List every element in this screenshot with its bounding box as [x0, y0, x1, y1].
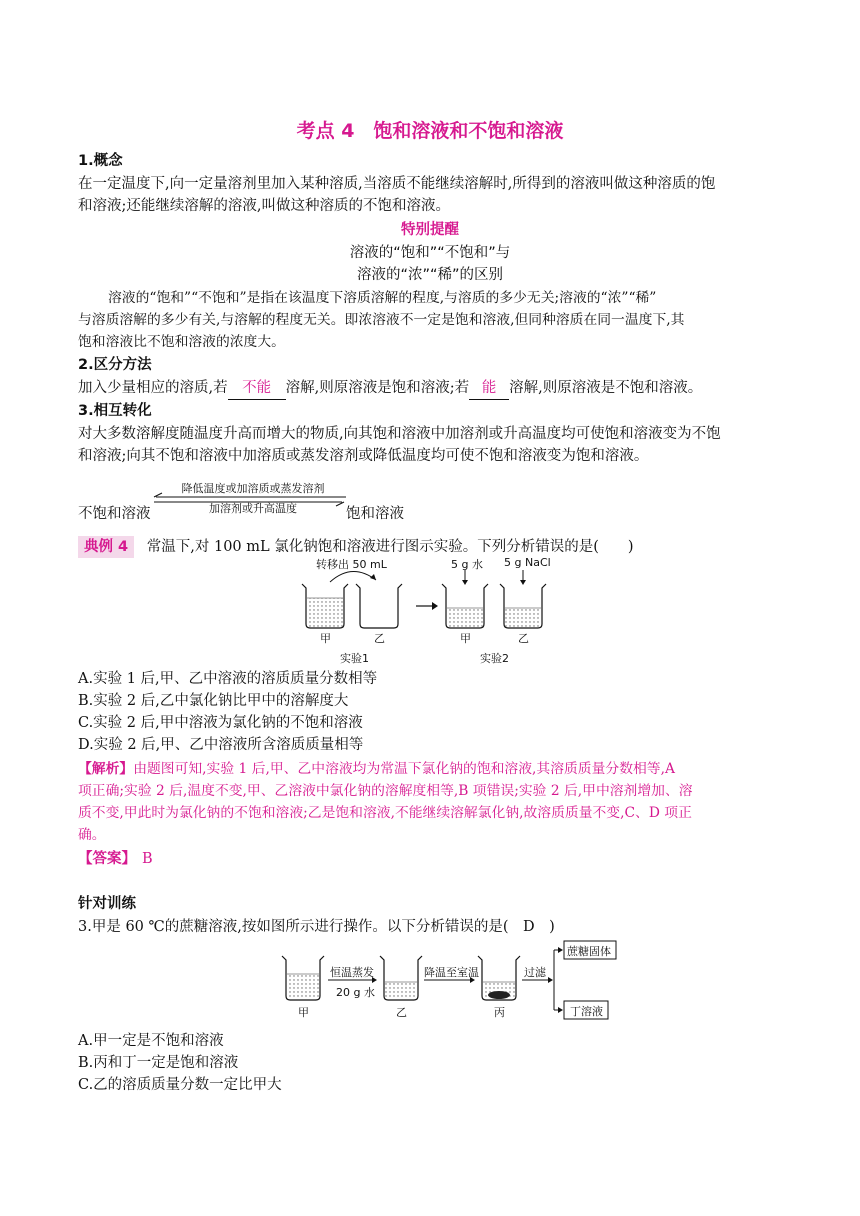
blank-answer-1: 不能: [228, 377, 286, 400]
paragraph-line: 和溶液;向其不饱和溶液中加溶质或蒸发溶剂或降低温度均可使不饱和溶液变为饱和溶液。: [78, 448, 649, 464]
water-label: 5 g 水: [451, 558, 483, 571]
beaker-label-yi: 乙: [396, 1006, 407, 1019]
sentence-part: 溶解,则原溶液是饱和溶液;若: [285, 380, 470, 396]
beaker-label-yi: 乙: [518, 632, 529, 645]
arrow-label-top: 降低温度或加溶质或蒸发溶剂: [181, 482, 325, 495]
tip-heading-line: 溶液的“饱和”“不饱和”与: [349, 245, 511, 261]
step-evaporate-label: 恒温蒸发: [330, 966, 374, 979]
tip-heading-line: 溶液的“浓”“稀”的区别: [356, 267, 504, 283]
beaker-label-jia: 甲: [460, 632, 471, 645]
blank-answer-2: 能: [469, 377, 509, 400]
tip-paragraph-line: 饱和溶液比不饱和溶液的浓度大。: [78, 334, 285, 350]
option-a: A.实验 1 后,甲、乙中溶液的溶质质量分数相等: [78, 671, 378, 687]
output-solid-label: 蔗糖固体: [567, 945, 611, 958]
option-b: B.丙和丁一定是饱和溶液: [78, 1055, 239, 1071]
sentence-part: 溶解,则原溶液是不饱和溶液。: [509, 380, 703, 396]
paragraph-line: 对大多数溶解度随温度升高而增大的物质,向其饱和溶液中加溶剂或升高温度均可使饱和溶液变为不饱: [78, 426, 721, 442]
beaker-label-jia: 甲: [320, 632, 331, 645]
option-d: D.实验 2 后,甲、乙中溶液所含溶质质量相等: [78, 737, 364, 753]
experiment-1-label: 实验1: [340, 652, 369, 665]
analysis-line: 质不变,甲此时为氯化钠的不饱和溶液;乙是饱和溶液,不能继续溶解氯化钠,故溶质质量不变,C、D 项正: [78, 805, 692, 821]
arrow-label-bottom: 加溶剂或升高温度: [209, 502, 297, 515]
output-solution-label: 丁溶液: [570, 1005, 603, 1018]
fill-in-sentence: [78, 377, 702, 400]
transfer-label: 转移出 50 mL: [316, 558, 387, 571]
practice-heading: 针对训练: [78, 896, 136, 912]
beaker-label-jia: 甲: [298, 1006, 309, 1019]
answer-value: B: [142, 851, 153, 867]
example-question: [78, 536, 634, 558]
beaker-label-bing: 丙: [494, 1006, 505, 1019]
saturated-label: 饱和溶液: [346, 506, 404, 522]
section-heading-conversion: 3.相互转化: [78, 403, 152, 419]
answer-line: [78, 848, 153, 870]
paragraph-line: 和溶液;还能继续溶解的溶液,叫做这种溶质的不饱和溶液。: [78, 198, 450, 214]
step-cool-label: 降温至室温: [424, 966, 479, 979]
step-filter-label: 过滤: [524, 966, 546, 979]
option-c: C.乙的溶质质量分数一定比甲大: [78, 1077, 282, 1093]
option-c: C.实验 2 后,甲中溶液为氯化钠的不饱和溶液: [78, 715, 363, 731]
unsaturated-label: 不饱和溶液: [78, 506, 151, 522]
page-title: 考点 4 饱和溶液和不饱和溶液: [296, 120, 564, 142]
analysis-line: [78, 758, 675, 780]
example-tag: 典例 4: [78, 536, 134, 558]
experiment-2-label: 实验2: [480, 652, 509, 665]
practice-question: 3.甲是 60 ℃的蔗糖溶液,按如图所示进行操作。以下分析错误的是( D ): [78, 919, 555, 935]
experiment-figure: [296, 556, 586, 666]
analysis-text: 由题图可知,实验 1 后,甲、乙中溶液均为常温下氯化钠的饱和溶液,其溶质质量分数相等,A: [133, 761, 675, 777]
paragraph-line: 在一定温度下,向一定量溶剂里加入某种溶质,当溶质不能继续溶解时,所得到的溶液叫做这种溶质的饱: [78, 176, 716, 192]
analysis-line: 确。: [78, 827, 106, 843]
option-a: A.甲一定是不饱和溶液: [78, 1033, 224, 1049]
tip-paragraph-line: 与溶质溶解的多少有关,与溶解的程度无关。即浓溶液不一定是饱和溶液,但同种溶质在同一温度下,其: [78, 312, 685, 328]
example-question-text: 常温下,对 100 mL 氯化钠饱和溶液进行图示实验。下列分析错误的是( ): [146, 539, 634, 555]
step-water-label: 20 g 水: [336, 986, 375, 999]
option-b: B.实验 2 后,乙中氯化钠比甲中的溶解度大: [78, 693, 349, 709]
section-heading-method: 2.区分方法: [78, 357, 152, 373]
answer-tag: 【答案】: [78, 851, 136, 867]
process-figure: [280, 938, 620, 1020]
tip-label: 特别提醒: [401, 222, 459, 238]
analysis-line: 项正确;实验 2 后,温度不变,甲、乙溶液中氯化钠的溶解度相等,B 项错误;实验 2 后,甲中溶剂增加、溶: [78, 783, 693, 799]
beaker-label-yi: 乙: [374, 632, 385, 645]
double-arrow-icon: [150, 490, 350, 510]
analysis-tag: 【解析】: [78, 761, 134, 777]
tip-paragraph-line: 溶液的“饱和”“不饱和”是指在该温度下溶质溶解的程度,与溶质的多少无关;溶液的“浓”“稀”: [108, 290, 657, 306]
sentence-part: 加入少量相应的溶质,若: [78, 380, 228, 396]
section-heading-concept: 1.概念: [78, 153, 123, 169]
nacl-label: 5 g NaCl: [504, 556, 551, 569]
